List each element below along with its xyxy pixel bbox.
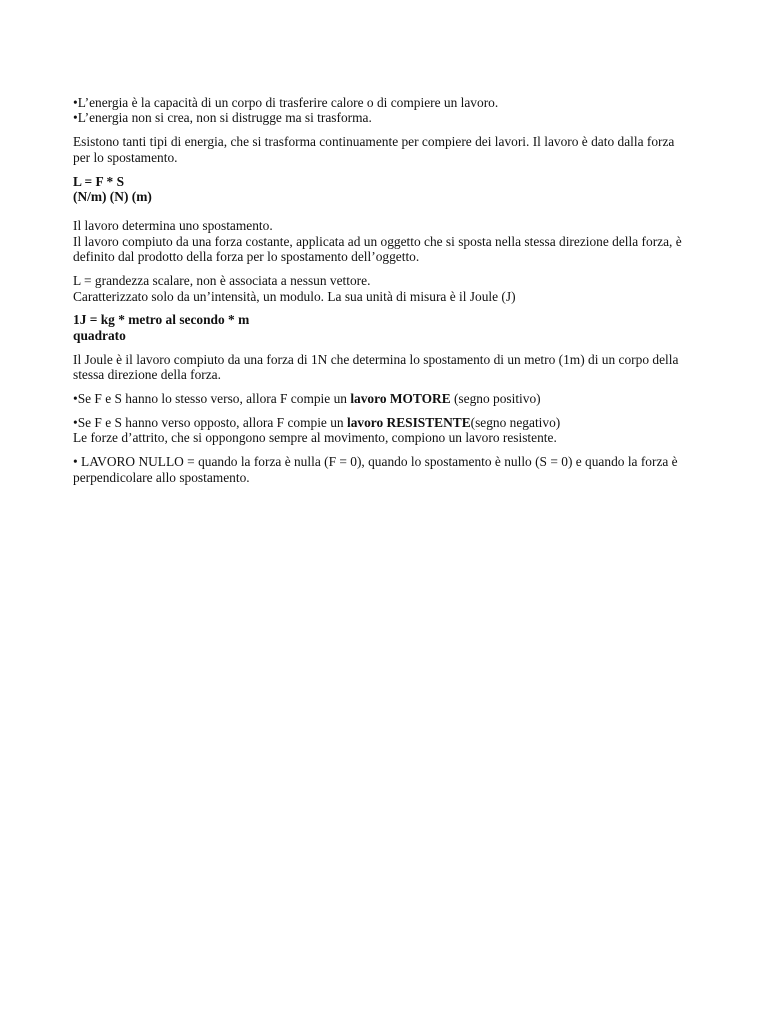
joule-formula-continuation: quadrato	[73, 327, 126, 343]
resistant-work-sign: (segno negativo)	[470, 415, 561, 430]
energy-conservation-line: •L’energia non si crea, non si distrugge ma si trasforma.	[73, 110, 372, 126]
joule-unit-line: Caratterizzato solo da un’intensità, un modulo. La sua unità di misura è il Joule (J)	[73, 288, 516, 304]
resistant-work-line	[73, 415, 693, 430]
work-description-paragraph	[73, 218, 693, 264]
resistant-work-term: lavoro RESISTENTE	[346, 415, 471, 430]
resistant-work-paragraph	[73, 415, 693, 446]
work-formula-block	[73, 174, 693, 205]
work-definition-text: Il lavoro compiuto da una forza costante, applicata ad un oggetto che si sposta nella stessa direzione della forza, è definito dal prodotto della forza per lo spostamento dell’oggetto.	[73, 233, 682, 265]
null-work-paragraph	[73, 454, 693, 485]
scalar-quantity-line: L = grandezza scalare, non è associata a nessun vettore.	[73, 273, 371, 289]
work-formula: L = F * S	[73, 173, 125, 189]
joule-definition-paragraph	[73, 352, 693, 383]
motor-work-term: lavoro MOTORE	[350, 391, 451, 407]
work-formula-units: (N/m) (N) (m)	[73, 189, 152, 205]
work-displacement-line: Il lavoro determina uno spostamento.	[73, 218, 273, 234]
joule-formula: 1J = kg * metro al secondo * m	[73, 312, 250, 328]
joule-definition-text: Il Joule è il lavoro compiuto da una forza di 1N che determina lo spostamento di un metro (1m) di un corpo della stessa direzione della forza.	[73, 351, 679, 383]
motor-work-text: •Se F e S hanno lo stesso verso, allora F compie un	[73, 391, 351, 407]
energy-definition-line: •L’energia è la capacità di un corpo di trasferire calore o di compiere un lavoro.	[73, 95, 499, 110]
resistant-work-text: •Se F e S hanno verso opposto, allora F compie un	[73, 415, 347, 430]
scalar-quantity-paragraph	[73, 273, 693, 304]
document-page	[73, 95, 693, 494]
friction-forces-line: Le forze d’attrito, che si oppongono sempre al movimento, compiono un lavoro resistente.	[73, 430, 557, 446]
motor-work-sign: (segno positivo)	[450, 391, 541, 407]
energy-definition-paragraph	[73, 95, 693, 126]
energy-types-paragraph	[73, 134, 693, 165]
joule-formula-block	[73, 312, 693, 343]
energy-types-text: Esistono tanti tipi di energia, che si trasforma continuamente per compiere dei lavori. Il lavoro è dato dalla forza per lo spostamento.	[73, 134, 675, 165]
null-work-text: • LAVORO NULLO = quando la forza è nulla (F = 0), quando lo spostamento è nullo (S = 0) e quando la forza è perpendicolare allo spostamento.	[73, 454, 678, 485]
motor-work-paragraph	[73, 391, 693, 406]
motor-work-line	[73, 391, 693, 406]
